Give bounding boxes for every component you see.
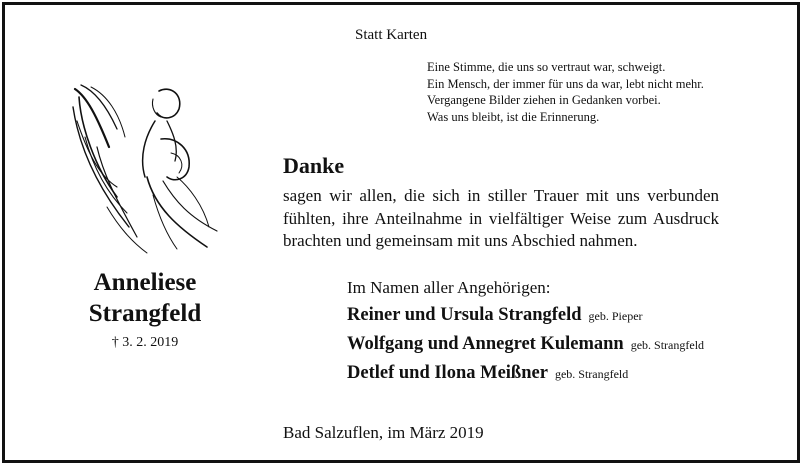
mourner-entry: [347, 334, 704, 363]
deceased-first-name: Anneliese: [93, 269, 197, 296]
mourner-names: Wolfgang und Annegret Kulemann: [347, 334, 624, 354]
poem-line: Ein Mensch, der immer für uns da war, lebt nicht mehr.: [427, 76, 704, 91]
mourner-names: Reiner und Ursula Strangfeld: [347, 305, 582, 325]
mourner-birth-name: geb. Strangfeld: [630, 338, 705, 352]
mourner-entry: [347, 363, 704, 392]
family-intro: Im Namen aller Angehörigen:: [347, 278, 551, 297]
place-date: Bad Salzuflen, im März 2019: [283, 423, 484, 442]
thanks-line: sagen wir allen, die sich in stiller Trauer mit uns verbunden: [283, 186, 719, 205]
mourner-entry: [347, 305, 704, 334]
thanks-line: brachten und gemeinsam mit uns Abschied nahmen.: [283, 231, 638, 250]
poem: [427, 59, 704, 125]
thanks-text: [283, 185, 719, 253]
thanks-title: Danke: [283, 153, 345, 178]
death-date: † 3. 2. 2019: [111, 335, 179, 350]
poem-line: Eine Stimme, die uns so vertraut war, schweigt.: [427, 60, 666, 74]
deceased-last-name: Strangfeld: [88, 300, 202, 327]
statt-karten-label: Statt Karten: [355, 27, 428, 43]
thanks-line: fühlten, ihre Anteilnahme in vielfältiger Weise zum Ausdruck: [283, 208, 719, 228]
notice-frame: [2, 2, 800, 463]
mourner-birth-name: geb. Strangfeld: [554, 367, 629, 381]
angel-icon: [67, 77, 227, 257]
poem-line: Was uns bleibt, ist die Erinnerung.: [427, 109, 600, 124]
deceased-name: [45, 267, 245, 329]
mourner-names: Detlef und Ilona Meißner: [347, 363, 548, 383]
mourner-list: [347, 305, 704, 392]
poem-line: Vergangene Bilder ziehen in Gedanken vorbei.: [427, 93, 661, 107]
mourner-birth-name: geb. Pieper: [588, 309, 643, 323]
